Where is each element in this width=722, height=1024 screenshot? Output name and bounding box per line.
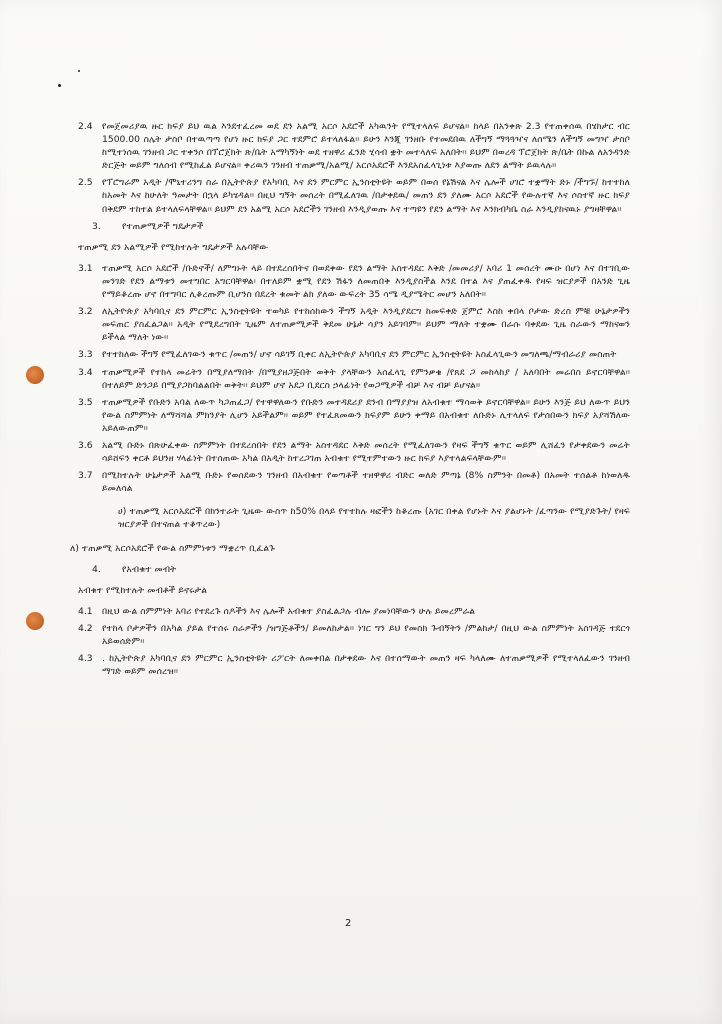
- section-4-clauses: [78, 605, 630, 678]
- section-title: የአብቁተ መብት: [122, 563, 177, 575]
- clause-number: 3.5: [78, 396, 93, 408]
- clause-item: [78, 469, 630, 495]
- section-number: 3.: [92, 220, 101, 232]
- clause-text: የተከላ ቦታዎችን በአካል ያይል የተሰሩ ስራዎችን /ዝግጅቶችን/ ይመለከታል፡፡ ነገር ግን ይህ የመስክ ጉብኝትን /ምልከታ/ በዚህ ውል ስምምነት አስገዳጅ ተደርጎ አይወሰድም፡፡: [102, 622, 630, 647]
- clause-2-5: [78, 176, 630, 215]
- clause-item: [78, 262, 630, 301]
- section-number: 4.: [92, 563, 101, 575]
- clause-text: በዚህ ውል ስምምነት አባሪ የተደረጉ ሰዶችን እና ሌሎች አብቁተ ያስፈልጋሉ ብሎ ያመነባቸውን ሁሉ ይመረምራል: [102, 605, 476, 617]
- clause-number: 3.1: [78, 262, 93, 274]
- document-body: [70, 120, 630, 682]
- clause-text: የመጀመሪያዉ ዙር ክፍያ ይህ ዉል እንደተፈረመ ወደ ደን አልሚ አርሶ አደሮች አካዉንት የሚተላለፍ ይሆናል፡፡ ከላይ በአንቀጽ 2.3 የተጠቀሰዉ በሄክታር ብር 1500.00 ስሌት ታስቦ በተዉጣጣ የሆነ ዙር ክፍያ ጋር ተደምሮ ይተላለፋል፡፡ ይሁን እንጂ ገንዘቡ የተመደበዉ ለችግኝ ማጓጓዣና ለሰሜን ለችግኝ መግዣ ታስቦ ከሚተነሰዉ ገንዘብ ጋር ተቀንሶ በፕሮጀክት ጽ/ቤት አማካኝነት ወደ ተዘዋሪ ፈንድ ሂሳብ ቋት መተላለፍ አለበት፡፡ ይህም በወረዳ ፕሮጀክት ጽ/ቤት በኩል ለአንዳንድ ድርጅት ወይም ግለሰብ የሚከፈል ይሆናል፡፡ ቀሪዉን ገንዘብ ተጠቃሚ/አልሚ/ አርሶአደሮች እንደአስፈላጊነቱ እያወጡ ለደን ልማት ይዉላሉ፡፡: [102, 121, 630, 172]
- section-heading-3: [78, 220, 630, 233]
- clause-text: ተጠቃሚዎች የቡድን አባል ለውጥ ካጋጠፈጋ/ የተዋዋለውን የቡድን መተዳደሪያ ደንብ በማያያዝ ለአብቁተ ማሳወቅ ይኖርባቸዋል፡፡ ይሁን እንጅ ይህ ለውጥ ይህን የውል ስምምነት ለማሻሻል ምክንያት ሊሆን አይችልም፡፡ ወይም የተፈጸመውን ክፍያም ይሁን ቀማይ በአብቁተ ለቡድኑ ሊተላለፍ የታሰበውን ክፍያ አያሻሽለው አይለውጠም፡፡: [102, 396, 630, 434]
- page-number: 2: [345, 918, 352, 929]
- clause-item: [78, 439, 630, 465]
- clause-number: 2.5: [78, 177, 93, 189]
- punch-hole-bottom: [26, 612, 44, 630]
- section-intro-4: አብቁተ የሚከተሉት መብቶች ይኖሩታል: [78, 584, 208, 596]
- clause-number: 3.6: [78, 439, 93, 451]
- clause-item: [78, 605, 630, 618]
- clause-item: [78, 622, 630, 648]
- clause-b: ለ) ተጠቃሚ አርሶአደሮች የውል ስምምነቱን ማቋረጥ ቢፈልጉ: [70, 542, 275, 554]
- clause-text: አልሚ ቡድኑ በጽሁፈቀው ስምምነት በተደረሰበት የደን ልማት አስተዳደር እቅድ መሰረት የሚፈለገውን የዛፍ ችግኝ ቁጥር ወይም ሊሸፈን የታቀደውን መሬት ሳይሸፍን ቀርቶ ይህንዘ ሃላፊነት በተሰጠው አካል በአዲት ከተረጋገጠ አብቁተ የሚተምተውን ዙር ክፍያ እያተላልፍላቸውም፡፡: [102, 439, 630, 465]
- clause-number: 2.4: [78, 121, 93, 132]
- clause-item: [78, 652, 630, 678]
- clause-text: . ከኢትዮጵያ አካባቢና ደን ምርምር ኢንስቲትዩት ሪፖርት ለመቀበል በታቀደው እና በተሰማውት መጠን ዛፍ ካላለሙ ለተጠቃሚዎች የሚተላለፈውን ገንዘብ ማገድ ወይም መሰረዝ፡፡: [102, 653, 630, 678]
- clause-text: ተጠቃሚዎች የተከላ መሬትን በሚያለማበት /በሚያዘጋጅበት ወቅት ያላቸውን አሰፈላጊ የምንቃቄ /የጸደ ጋ መከላከያ / አለባበት መሬበስ ይኖርባቸዋል፡፡ በተለይም ድንጋይ በሚያጋከባልልበት ወቅት፡፡ ይህም ሆኖ አደጋ ቢደርስ ኃላፊነት የወጋሚዎች ብቻ እና ብቻ ይሆናል፡፡: [102, 366, 630, 391]
- punch-hole-top: [26, 366, 44, 384]
- section-intro-3: ተጠቃሚ ደን አልሚዎች የሚከተሉት ግዴታዎች አሉባቸው: [78, 241, 269, 253]
- clause-number: 3.2: [78, 306, 93, 318]
- clause-number: 3.7: [78, 470, 93, 482]
- section-heading-4: [78, 563, 630, 576]
- clause-item: [78, 366, 630, 392]
- clause-text: የተተከለው ችግኝ የሚፈለገውን ቁጥር /መጠን/ ሆኖ ሳይገኝ ቢቀር ለኢትዮጵያ አካባቢና ደን ምርምር ኢንስቲትዩት አስፈላጊውን መግለጫ/ማብራሪያ መስጠት: [102, 349, 617, 361]
- section-3-clauses: [78, 262, 630, 496]
- clause-number: 3.4: [78, 366, 93, 378]
- ink-speck: [58, 84, 61, 87]
- clause-2-4: [78, 120, 630, 172]
- clause-item: [78, 348, 630, 361]
- clause-text: ለኢትዮጵያ አካባቢና ደን ምርምር ኢንስቲትዩት ተወካይ የተከሰከውን ችግኝ አዲት እንዲያደርግ ከመፍቀድ ጀምሮ እስከ ቀበላ ቦታው ድረስ ምቹ ሁኔታዎችን መፍጠር ያስፈልጋል፡፡ አዲት የሚደረግበት ጊዜም ለተጠቃሚዎች ቅደመ ሁኔታ ሳያን አይገባም፡፡ ይህም ማለት ተቋሙ በራሱ ባቀደው ጊዜ ስራውን ማከናወን ይችላል ማለት ነው፡፡: [102, 306, 630, 344]
- clause-number: 4.3: [78, 653, 93, 665]
- section-title: የተጠቃሚዎች ግዴታዎች: [122, 220, 204, 232]
- clause-number: 3.3: [78, 349, 93, 361]
- clause-number: 4.1: [78, 605, 93, 617]
- clause-text: ተጠቃሚ አርሶ አደሮች /ቡድኖች/ ለምግኑት ላይ በተደረሰበትና በወደቀው የደን ልማት አስተዳደር እቅድ /መመሪያ/ አባሪ 1 መሰረት ሙዑ በሆነ እና በተገቢው መንገድ የደን ልማቱን መተግበር አግርባቸዋል፡ በተለይም ቋሚ የደን ሽፋን ለመጠበቅ እንዲያስችል እንደ በተል እና ያጠፈቀዱ የዛፍ ዝርያዎች በአንድ ጊዜ የማይቆረጡ ሆኖ በተግባር ሊቆረጡም ቢሆንስ በደረት ቁመት ልክ ያለው ውፍረት 35 ሳሜ ዲያሜትር መሆን አለበት፡፡: [102, 262, 630, 301]
- clause-item: [78, 305, 630, 344]
- clause-text: በሚከተሉት ሁኔታዎች አልሚ ቡድኑ የወሰደውን ገንዘብ በአብቁተ የወጣቶች ተዘዋዋሪ ብድር ወለድ ምጣኔ (8% ስምንት በመቶ) በአመት ተሰልቶ ከነወለዱ ይመለሳል: [102, 470, 630, 495]
- clause-item: [78, 396, 630, 435]
- clause-text: የፕሮግራም አዲት /ሞኒተሪንግ ስራ በኢትዮጵያ የአካባቢ እና ደን ምርምር ኢንስቲትዩት ወይም በወሰ የኔሽናል እና ሌሎች ሀገሮ ተቋማት ድኑ /ችግኙ/ ከተተከለ ከአመት እና ከሁለት ዓመታት በኋላ ይካሄዳል፡፡ በዚህ ግኝት መሰረት በሚፈለገዉ /በታቀደዉ/ መጠን ደን ያለሙ አርሶ አደሮች የውሉተኛ እና ሶስተኛ ዙር ክፍያ በቅደም ተከተል ይተላለፍላቸዋል፡፡ ይህም ደን አልሚ አርሶ አደሮችን ገንዘብ እንዲያወጡ እና ተጣዩን የደን ልማት እና እንክብካቤ ስራ እንዲያከናዉኑ ያግዛቸዋል፡፡: [102, 177, 630, 215]
- clause-number: 4.2: [78, 622, 93, 634]
- ink-speck: [78, 70, 80, 72]
- sub-clause-a: ሀ) ተጠቃሚ አርሶአደሮች በክንተራት ጊዜው ውስጥ ከ50% በላይ የተተከሉ ዛፎችን ከቆረጡ (አገር በቀል የሆኑት እና ያልሆኑት /ፈጣንው የሚያድጉት/ የዛፍ ዝርያዎች በተናጠል ተቆጥረው): [118, 506, 630, 531]
